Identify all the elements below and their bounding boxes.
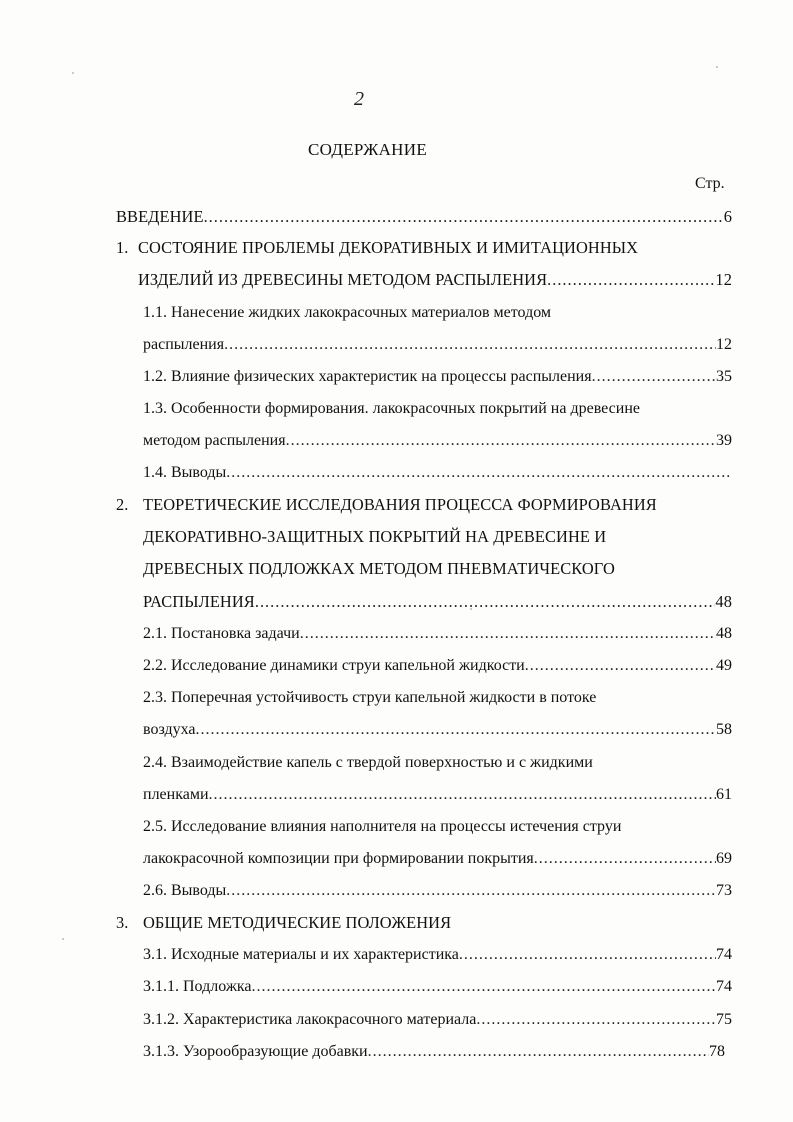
toc-entry-text: ИЗДЕЛИЙ ИЗ ДРЕВЕСИНЫ МЕТОДОМ РАСПЫЛЕНИЯ xyxy=(138,270,548,289)
toc-entry-2-4-line2 xyxy=(143,785,732,805)
toc-entry-2-6 xyxy=(143,881,732,901)
toc-entry-3-1-2 xyxy=(143,1010,732,1030)
section-number-3: 3. xyxy=(116,913,129,932)
leader-dots xyxy=(224,335,716,355)
toc-entry-3-1-1 xyxy=(143,977,732,997)
toc-heading-2-line3: ДРЕВЕСНЫХ ПОДЛОЖКАХ МЕТОДОМ ПНЕВМАТИЧЕСКОГО xyxy=(143,559,615,578)
toc-entry-text: лакокрасочной композиции при формировании покрытия xyxy=(143,850,534,867)
toc-heading-2-line4 xyxy=(143,592,732,612)
toc-entry-page: 73 xyxy=(716,882,732,899)
toc-entry-text: воздуха xyxy=(143,721,196,738)
toc-entry-2-2 xyxy=(143,656,732,676)
toc-entry-3-1 xyxy=(143,945,732,965)
toc-entry-2-5-line1: 2.5. Исследование влияния наполнителя на процессы истечения струи xyxy=(143,818,622,835)
toc-entry-2-5-line2 xyxy=(143,849,732,869)
toc-heading-2-line1: ТЕОРЕТИЧЕСКИЕ ИССЛЕДОВАНИЯ ПРОЦЕССА ФОРМИРОВАНИЯ xyxy=(143,495,657,514)
leader-dots xyxy=(196,720,716,740)
section-number-1: 1. xyxy=(116,238,129,257)
toc-entry-text: методом распыления xyxy=(143,432,286,449)
handwritten-page-number: 2 xyxy=(354,88,364,110)
toc-entry-text: 1.2. Влияние физических характеристик на процессы распыления xyxy=(143,368,592,385)
toc-entry-3-1-3 xyxy=(143,1042,725,1062)
toc-entry-page: 49 xyxy=(716,657,732,674)
toc-entry-text: пленками xyxy=(143,786,209,803)
toc-entry-page: 74 xyxy=(716,978,732,995)
toc-entry-page: 74 xyxy=(716,946,732,963)
toc-entry-1-4 xyxy=(143,463,732,483)
toc-entry-1-3-line1: 1.3. Особенности формирования. лакокрасочных покрытий на древесине xyxy=(143,400,640,417)
toc-entry-page: 12 xyxy=(716,336,732,353)
toc-entry-text: 3.1.2. Характеристика лакокрасочного материала xyxy=(143,1011,477,1028)
toc-heading-3-line1: ОБЩИЕ МЕТОДИЧЕСКИЕ ПОЛОЖЕНИЯ xyxy=(143,913,452,932)
toc-entry-text: 1.4. Выводы xyxy=(143,464,227,481)
toc-entry-1-1-line1: 1.1. Нанесение жидких лакокрасочных материалов методом xyxy=(143,304,552,321)
toc-entry-1-3-line2 xyxy=(143,431,732,451)
scan-speck xyxy=(470,608,472,610)
toc-entry-page: 78 xyxy=(709,1043,725,1060)
toc-entry-page: 35 xyxy=(716,368,732,385)
toc-entry-2-3-line1: 2.3. Поперечная устойчивость струи капельной жидкости в потоке xyxy=(143,689,597,706)
toc-entry-2-4-line1: 2.4. Взаимодействие капель с твердой поверхностью и с жидкими xyxy=(143,754,593,771)
leader-dots xyxy=(226,463,732,483)
section-number-2: 2. xyxy=(116,495,129,514)
page-title: СОДЕРЖАНИЕ xyxy=(307,140,428,159)
toc-entry-text: 2.1. Постановка задачи xyxy=(143,625,300,642)
toc-heading-1-line2 xyxy=(138,270,732,290)
toc-entry-text: ВВЕДЕНИЕ xyxy=(116,207,204,226)
leader-dots xyxy=(459,945,716,965)
toc-entry-page: 58 xyxy=(716,721,732,738)
toc-entry-text: 2.6. Выводы xyxy=(143,882,227,899)
scan-speck xyxy=(716,66,718,68)
leader-dots xyxy=(476,1010,716,1030)
scan-speck xyxy=(62,938,64,940)
toc-entry-text: распыления xyxy=(143,336,225,353)
toc-entry-text: 3.1. Исходные материалы и их характеристика xyxy=(143,946,459,963)
leader-dots xyxy=(534,849,716,869)
toc-entry-page: 75 xyxy=(716,1011,732,1028)
toc-entry-text: 2.2. Исследование динамики струи капельной жидкости xyxy=(143,657,525,674)
toc-entry-intro xyxy=(116,207,732,227)
leader-dots xyxy=(525,656,716,676)
toc-entry-page: 39 xyxy=(716,432,732,449)
toc-heading-2-line2: ДЕКОРАТИВНО-ЗАЩИТНЫХ ПОКРЫТИЙ НА ДРЕВЕСИНЕ И xyxy=(143,527,607,546)
page-column-label: Стр. xyxy=(695,175,725,192)
toc-entry-page: 6 xyxy=(723,207,732,226)
toc-entry-page: 69 xyxy=(716,850,732,867)
leader-dots xyxy=(286,431,716,451)
toc-entry-page: 48 xyxy=(716,625,732,642)
toc-entry-1-2 xyxy=(143,367,732,387)
toc-entry-2-3-line2 xyxy=(143,720,732,740)
leader-dots xyxy=(592,367,716,387)
leader-dots xyxy=(209,785,716,805)
toc-entry-page: 61 xyxy=(716,786,732,803)
leader-dots xyxy=(204,207,724,227)
leader-dots xyxy=(300,624,716,644)
toc-entry-2-1 xyxy=(143,624,732,644)
toc-entry-page: 48 xyxy=(715,592,732,611)
toc-entry-1-1-line2 xyxy=(143,335,732,355)
toc-entry-text: РАСПЫЛЕНИЯ xyxy=(143,592,255,611)
leader-dots xyxy=(252,977,716,997)
toc-entry-text: 3.1.1. Подложка xyxy=(143,978,252,995)
leader-dots xyxy=(226,881,716,901)
toc-entry-page: 12 xyxy=(715,270,732,289)
leader-dots xyxy=(255,592,716,612)
leader-dots xyxy=(547,270,715,290)
scan-speck xyxy=(72,72,74,74)
toc-entry-text: 3.1.3. Узорообразующие добавки xyxy=(143,1043,368,1060)
toc-heading-1-line1: СОСТОЯНИЕ ПРОБЛЕМЫ ДЕКОРАТИВНЫХ И ИМИТАЦИОННЫХ xyxy=(138,238,639,257)
leader-dots xyxy=(368,1042,709,1062)
